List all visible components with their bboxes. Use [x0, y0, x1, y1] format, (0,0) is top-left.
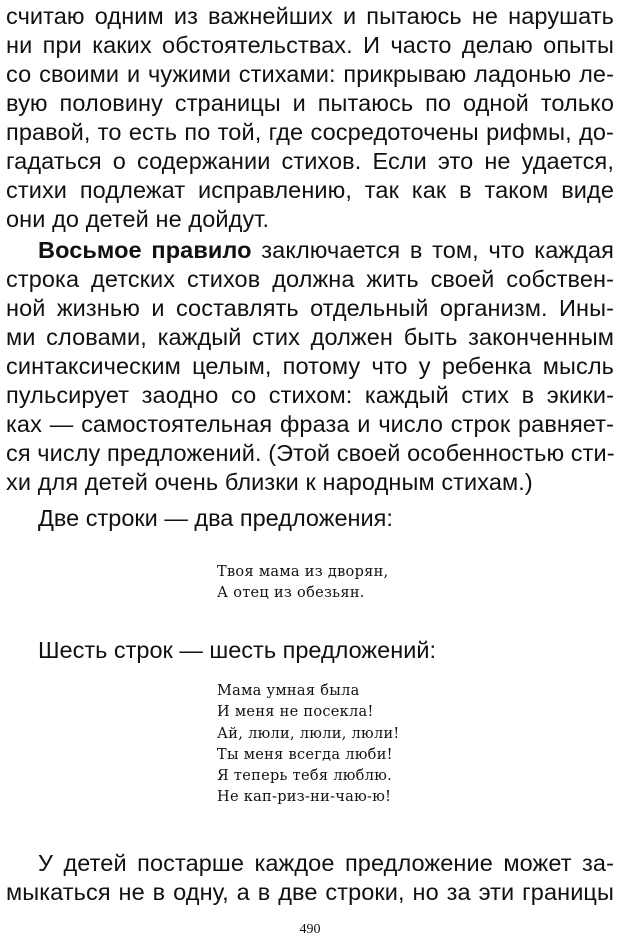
poem-line: Ай, люли, люли, люли! — [217, 725, 400, 742]
text-line: пульсирует заодно со стихом: каждый стих в экики- — [6, 382, 614, 408]
text-line: ках — самостоятельная фраза и число строк равняет- — [6, 411, 614, 437]
poem-line: Твоя мама из дворян, — [217, 564, 389, 580]
text-line: ни при каких обстоятельствах. И часто делаю опыты — [6, 32, 614, 58]
text-line: хи для детей очень близки к народным стихам.) — [6, 469, 533, 495]
page-number: 490 — [299, 922, 321, 937]
rule-text: заключается в том, что каждая — [251, 237, 614, 263]
example-intro: Две строки — два предложения: — [38, 505, 393, 531]
text-line: вую половину страницы и пытаюсь по одной только — [6, 90, 614, 116]
poem-line: Мама умная была — [217, 683, 360, 699]
text-line: гадаться о содержании стихов. Если это не удается, — [6, 148, 614, 174]
rule-heading: Восьмое правило — [38, 237, 252, 263]
text-line: ной жизнью и составлять отдельный организм. Ины- — [6, 295, 614, 321]
text-line: строка детских стихов должна жить своей собствен- — [6, 266, 614, 292]
text-line: мыкаться не в одну, а в две строки, но за эти границы — [6, 879, 614, 905]
example-intro: Шесть строк — шесть предложений: — [38, 637, 436, 663]
poem-line: Не кап-риз-ни-чаю-ю! — [217, 789, 392, 806]
poem-six-lines — [217, 681, 400, 809]
text-line: они до детей не дойдут. — [6, 206, 270, 232]
text-line: ми словами, каждый стих должен быть законченным — [6, 324, 614, 350]
poem-two-lines — [217, 562, 388, 605]
text-line: синтаксическим целым, потому что у ребенка мысль — [6, 353, 614, 379]
text-line: У детей постарше каждое предложение может за- — [38, 850, 614, 876]
text-line — [38, 236, 614, 265]
text-line: стихи подлежат исправлению, так как в таком виде — [6, 177, 614, 203]
text-line: правой, то есть по той, где сосредоточены рифмы, до- — [6, 119, 614, 145]
text-line: со своими и чужими стихами: прикрываю ладонью ле- — [6, 61, 614, 87]
poem-line: Ты меня всегда люби! — [217, 746, 393, 763]
text-line: считаю одним из важнейших и пытаюсь не нарушать — [6, 3, 614, 29]
poem-line: Я теперь тебя люблю. — [217, 768, 393, 785]
poem-line: И меня не посекла! — [217, 704, 374, 721]
poem-line: А отец из обезьян. — [217, 585, 365, 602]
text-line: ся числу предложений. (Этой своей особенностью сти- — [6, 440, 615, 466]
